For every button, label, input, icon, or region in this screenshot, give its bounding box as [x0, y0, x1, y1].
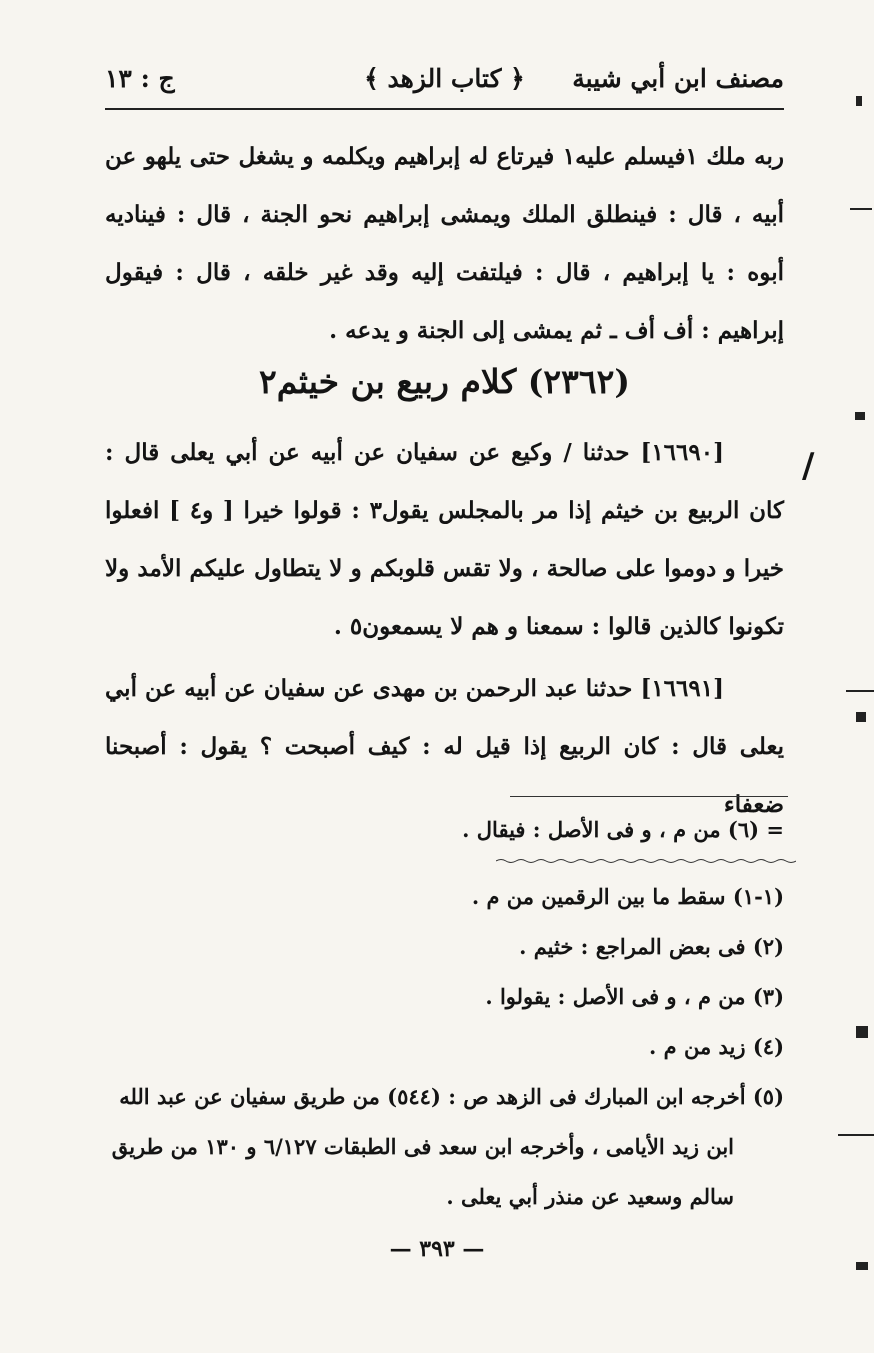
intro-paragraph: ربه ملك ١فيسلم عليه١ فيرتاع له إبراهيم ويكلمه و يشغل حتى يلهو عن أبيه ، قال : فينطلق الملك ويمشى إبراهيم نحو الجنة ، قال : فيناديه أبوه : يا إبراهيم ، قال : فيلتفت إليه وقد غير خلقه ، قال : فيقول إبراهيم : أف أف ـ ثم يمشى إلى الجنة و يدعه . — [105, 143, 785, 344]
scan-mark — [856, 96, 862, 106]
scan-mark — [838, 1134, 874, 1136]
header-rule — [105, 108, 784, 110]
section-name: ﴿ كتاب الزهد ﴾ — [364, 64, 525, 93]
footnote-1: (١-١) سقط ما بين الرقمين من م . — [471, 884, 784, 909]
footnotes — [105, 872, 784, 1222]
footnote-4: (٤) زيد من م . — [649, 1034, 784, 1059]
scan-mark — [856, 1026, 868, 1038]
scan-mark — [856, 712, 866, 722]
carried-over-footnote: = (٦) من م ، و فى الأصل : فيقال . — [462, 817, 784, 842]
section-title: (٢٣٦٢) كلام ربيع بن خيثم٢ — [259, 362, 630, 401]
running-header — [105, 58, 784, 102]
volume-number: ج : ١٣ — [105, 64, 175, 93]
scan-mark — [850, 208, 872, 210]
book-title: مصنف ابن أبي شيبة — [572, 64, 784, 93]
scan-mark — [846, 690, 874, 692]
footnote-3: (٣) من م ، و فى الأصل : يقولوا . — [485, 984, 784, 1009]
footnote-2: (٢) فى بعض المراجع : خثيم . — [519, 934, 784, 959]
scan-mark — [856, 1262, 868, 1270]
margin-folio-mark: / — [802, 446, 815, 486]
scan-mark — [855, 412, 865, 420]
page-number: — ٣٩٣ — — [389, 1236, 485, 1262]
wavy-divider — [496, 858, 796, 864]
footnote-5-continuation: ابن زيد الأيامى ، وأخرجه ابن سعد فى الطبقات ٦/١٢٧ و ١٣٠ من طريق سالم وسعيد عن منذر أبي يعلى . — [111, 1134, 734, 1209]
hadith-16691: [١٦٦٩١] حدثنا عبد الرحمن بن مهدى عن سفيان عن أبيه عن أبي يعلى قال : كان الربيع إذا قيل له : كيف أصبحت ؟ يقول : أصبحنا ضعفاء — [105, 675, 784, 818]
footnote-5: (٥) أخرجه ابن المبارك فى الزهد ص : (٥٤٤) من طريق سفيان عن عبد الله — [119, 1084, 784, 1109]
footnote-rule — [510, 796, 788, 797]
hadith-16690: [١٦٦٩٠] حدثنا / وكيع عن سفيان عن أبيه عن أبي يعلى قال : كان الربيع بن خيثم إذا مر بالمجلس يقول٣ : قولوا خيرا [ و٤ ] افعلوا خيرا و دوموا على صالحة ، ولا تقس قلوبكم و لا يتطاول عليكم الأمد ولا تكونوا كالذين قالوا : سمعنا و هم لا يسمعون٥ . — [105, 439, 784, 640]
